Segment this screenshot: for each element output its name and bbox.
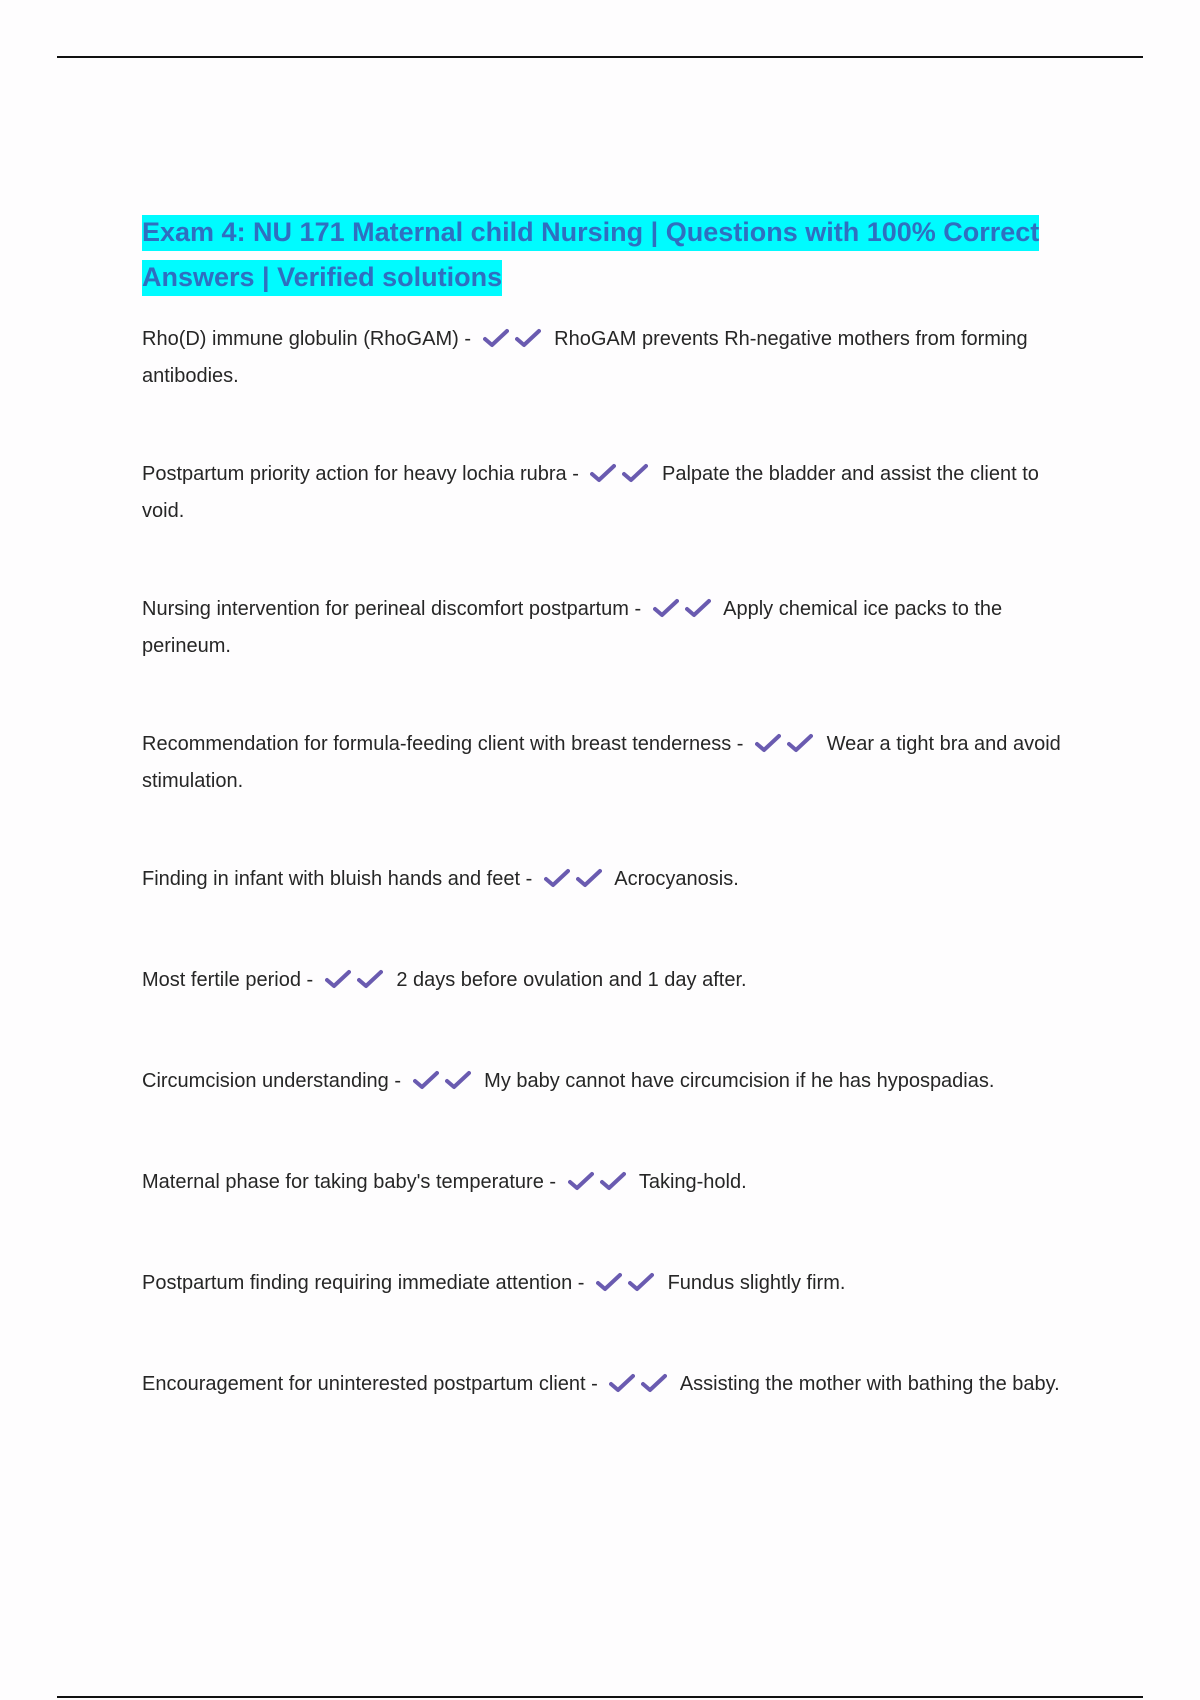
checkmark-icon: [755, 733, 781, 753]
separator: -: [577, 1272, 585, 1294]
check-pair: [609, 1370, 673, 1404]
question-text: Postpartum priority action for heavy lochia rubra: [142, 463, 567, 485]
separator: -: [634, 598, 642, 620]
check-pair: [590, 460, 654, 494]
document-body: [142, 210, 1062, 1502]
answer-text: Fundus slightly firm.: [667, 1272, 846, 1294]
checkmark-icon: [653, 598, 679, 618]
question-text: Postpartum finding requiring immediate attention: [142, 1272, 573, 1294]
answer-text: 2 days before ovulation and 1 day after.: [396, 969, 747, 991]
separator: -: [549, 1171, 557, 1193]
title-highlight: Exam 4: NU 171 Maternal child Nursing | Questions with 100% Correct Answers | Verified solutions: [142, 215, 1039, 296]
list-item: [142, 1064, 1062, 1098]
checkmark-icon: [357, 969, 383, 989]
list-item: [142, 1165, 1062, 1199]
check-pair: [755, 730, 819, 764]
separator: -: [525, 868, 533, 890]
checkmark-icon: [685, 598, 711, 618]
list-item: [142, 1367, 1062, 1435]
qa-list: [142, 322, 1062, 1435]
list-item: [142, 727, 1062, 795]
checkmark-icon: [483, 328, 509, 348]
question-text: Nursing intervention for perineal discomfort postpartum: [142, 598, 629, 620]
check-pair: [483, 325, 547, 359]
question-text: Circumcision understanding: [142, 1070, 389, 1092]
check-pair: [413, 1067, 477, 1101]
answer-text: RhoGAM prevents Rh-negative mothers from forming antibodies.: [142, 328, 1028, 387]
checkmark-icon: [576, 868, 602, 888]
answer-text: Palpate the bladder and assist the client to void.: [142, 463, 1039, 522]
answer-text: Taking-hold.: [638, 1171, 747, 1193]
checkmark-icon: [445, 1070, 471, 1090]
checkmark-icon: [325, 969, 351, 989]
checkmark-icon: [622, 463, 648, 483]
check-pair: [653, 595, 717, 629]
list-item: [142, 457, 1062, 525]
question-text: Rho(D) immune globulin (RhoGAM): [142, 328, 459, 350]
check-pair: [325, 966, 389, 1000]
document-title: [142, 210, 1062, 300]
answer-text: My baby cannot have circumcision if he has hypospadias.: [484, 1070, 995, 1092]
separator: -: [306, 969, 314, 991]
question-text: Finding in infant with bluish hands and feet: [142, 868, 521, 890]
check-pair: [568, 1168, 632, 1202]
checkmark-icon: [609, 1373, 635, 1393]
separator: -: [736, 733, 744, 755]
footer-rule: [57, 1696, 1143, 1698]
separator: -: [591, 1373, 598, 1395]
checkmark-icon: [596, 1272, 622, 1292]
checkmark-icon: [515, 328, 541, 348]
checkmark-icon: [641, 1373, 667, 1393]
question-text: Maternal phase for taking baby's temperature: [142, 1171, 544, 1193]
checkmark-icon: [787, 733, 813, 753]
question-text: Most fertile period: [142, 969, 301, 991]
checkmark-icon: [413, 1070, 439, 1090]
header-rule: [57, 56, 1143, 58]
list-item: [142, 862, 1062, 896]
list-item: [142, 963, 1062, 997]
question-text: Encouragement for uninterested postpartum client: [142, 1373, 586, 1395]
answer-text: Acrocyanosis.: [614, 868, 739, 890]
separator: -: [464, 328, 472, 350]
checkmark-icon: [628, 1272, 654, 1292]
answer-text: Assisting the mother with bathing the baby.: [679, 1373, 1060, 1395]
check-pair: [544, 865, 608, 899]
separator: -: [394, 1070, 402, 1092]
check-pair: [596, 1269, 660, 1303]
checkmark-icon: [590, 463, 616, 483]
list-item: [142, 592, 1062, 660]
list-item: [142, 1266, 1062, 1300]
list-item: [142, 322, 1062, 390]
checkmark-icon: [544, 868, 570, 888]
checkmark-icon: [600, 1171, 626, 1191]
separator: -: [572, 463, 579, 485]
answer-text: Wear a tight bra and avoid stimulation.: [142, 733, 1061, 792]
question-text: Recommendation for formula-feeding client with breast tenderness: [142, 733, 732, 755]
checkmark-icon: [568, 1171, 594, 1191]
answer-text: Apply chemical ice packs to the perineum.: [142, 598, 1003, 657]
